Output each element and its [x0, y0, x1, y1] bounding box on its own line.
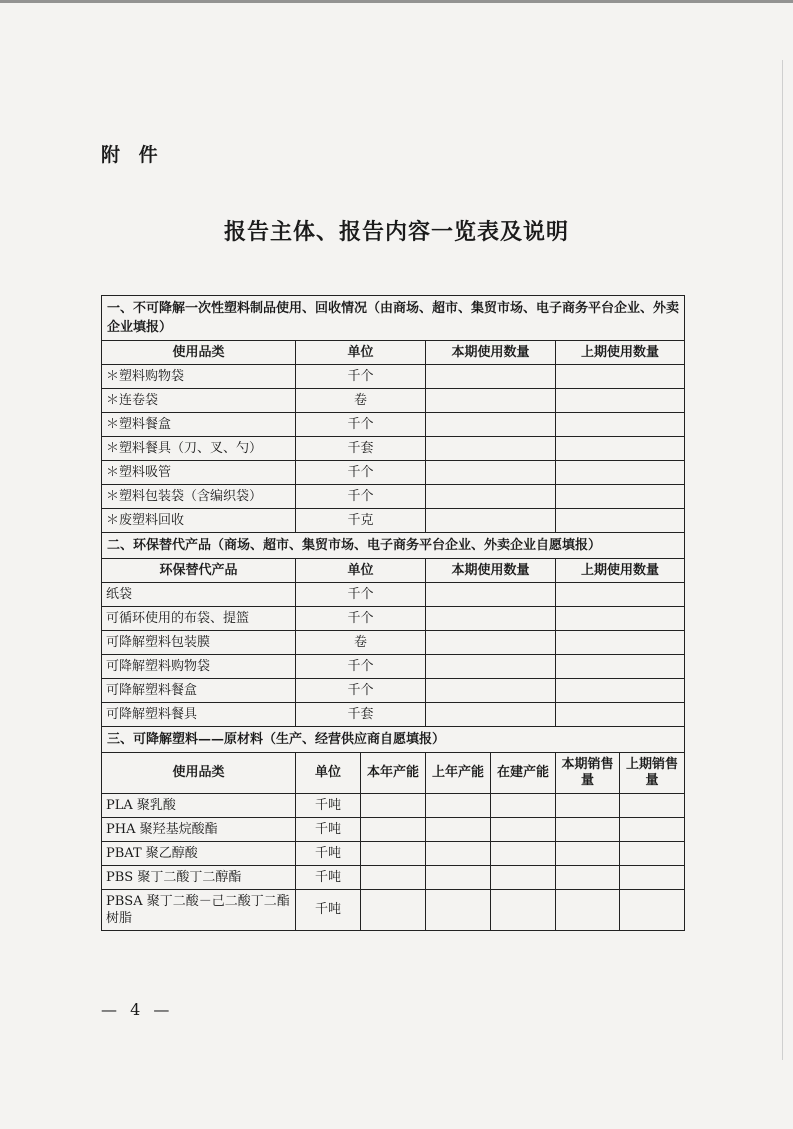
annex-label: 附 件 [101, 144, 164, 166]
item-name: PHA 聚羟基烷酸酯 [102, 818, 296, 842]
item-unit: 千个 [296, 655, 426, 679]
previous-qty-input[interactable] [556, 655, 685, 679]
item-name: 可循环使用的布袋、提篮 [102, 607, 296, 631]
column-header-previous-qty: 上期使用数量 [556, 559, 685, 583]
item-name: 可降解塑料包装膜 [102, 631, 296, 655]
table-row [102, 890, 685, 931]
item-name: ＊塑料购物袋 [102, 365, 296, 389]
page-title: 报告主体、报告内容一览表及说明 [223, 219, 569, 245]
capacity-last-year-input[interactable] [426, 890, 491, 931]
column-header-current-qty: 本期使用数量 [426, 341, 556, 365]
scan-right-edge [782, 60, 783, 1060]
table-row [102, 583, 685, 607]
item-name: PBSA 聚丁二酸－己二酸丁二酯树脂 [102, 890, 296, 931]
column-header-capacity-under-construction: 在建产能 [491, 753, 556, 794]
table-row [102, 365, 685, 389]
capacity-this-year-input[interactable] [361, 794, 426, 818]
sales-current-input[interactable] [556, 890, 620, 931]
current-qty-input[interactable] [426, 365, 556, 389]
current-qty-input[interactable] [426, 509, 556, 533]
section-heading-row [102, 533, 685, 559]
table-row [102, 607, 685, 631]
current-qty-input[interactable] [426, 461, 556, 485]
previous-qty-input[interactable] [556, 631, 685, 655]
previous-qty-input[interactable] [556, 413, 685, 437]
table-row [102, 818, 685, 842]
column-header-sales-previous: 上期销售量 [620, 753, 685, 794]
item-unit: 千克 [296, 509, 426, 533]
item-name: PLA 聚乳酸 [102, 794, 296, 818]
previous-qty-input[interactable] [556, 365, 685, 389]
capacity-under-construction-input[interactable] [491, 890, 556, 931]
capacity-last-year-input[interactable] [426, 842, 491, 866]
previous-qty-input[interactable] [556, 461, 685, 485]
current-qty-input[interactable] [426, 583, 556, 607]
item-unit: 千个 [296, 583, 426, 607]
item-unit: 千个 [296, 413, 426, 437]
item-unit: 千吨 [296, 818, 361, 842]
column-header-unit: 单位 [296, 559, 426, 583]
capacity-under-construction-input[interactable] [491, 842, 556, 866]
current-qty-input[interactable] [426, 703, 556, 727]
previous-qty-input[interactable] [556, 485, 685, 509]
capacity-under-construction-input[interactable] [491, 818, 556, 842]
table-row [102, 703, 685, 727]
previous-qty-input[interactable] [556, 703, 685, 727]
capacity-under-construction-input[interactable] [491, 794, 556, 818]
item-unit: 卷 [296, 631, 426, 655]
item-name: PBAT 聚乙醇酸 [102, 842, 296, 866]
section-heading-row [102, 727, 685, 753]
previous-qty-input[interactable] [556, 583, 685, 607]
item-unit: 千吨 [296, 794, 361, 818]
item-unit: 千吨 [296, 890, 361, 931]
table-row [102, 413, 685, 437]
item-unit: 千个 [296, 607, 426, 631]
capacity-this-year-input[interactable] [361, 818, 426, 842]
item-name: ＊废塑料回收 [102, 509, 296, 533]
capacity-last-year-input[interactable] [426, 794, 491, 818]
sales-current-input[interactable] [556, 842, 620, 866]
table-row [102, 866, 685, 890]
item-name: ＊塑料餐盒 [102, 413, 296, 437]
table-row [102, 389, 685, 413]
sales-previous-input[interactable] [620, 818, 685, 842]
sales-previous-input[interactable] [620, 842, 685, 866]
column-header-item: 环保替代产品 [102, 559, 296, 583]
section-heading: 一、不可降解一次性塑料制品使用、回收情况（由商场、超市、集贸市场、电子商务平台企业、外卖企业填报） [102, 296, 685, 341]
section-heading-row [102, 296, 685, 341]
item-unit: 千吨 [296, 866, 361, 890]
page-number: — 4 — [101, 1000, 174, 1019]
column-header-capacity-last-year: 上年产能 [426, 753, 491, 794]
column-header-item: 使用品类 [102, 341, 296, 365]
previous-qty-input[interactable] [556, 509, 685, 533]
capacity-under-construction-input[interactable] [491, 866, 556, 890]
sales-current-input[interactable] [556, 794, 620, 818]
item-name: 纸袋 [102, 583, 296, 607]
item-name: ＊塑料吸管 [102, 461, 296, 485]
sales-previous-input[interactable] [620, 890, 685, 931]
table-row [102, 631, 685, 655]
item-unit: 千吨 [296, 842, 361, 866]
current-qty-input[interactable] [426, 413, 556, 437]
item-name: PBS 聚丁二酸丁二醇酯 [102, 866, 296, 890]
sales-current-input[interactable] [556, 818, 620, 842]
current-qty-input[interactable] [426, 485, 556, 509]
item-name: ＊连卷袋 [102, 389, 296, 413]
table-row [102, 679, 685, 703]
table-row [102, 485, 685, 509]
section-heading: 二、环保替代产品（商场、超市、集贸市场、电子商务平台企业、外卖企业自愿填报） [102, 533, 685, 559]
report-table [101, 295, 685, 931]
capacity-this-year-input[interactable] [361, 842, 426, 866]
sales-previous-input[interactable] [620, 794, 685, 818]
header-row [102, 341, 685, 365]
capacity-this-year-input[interactable] [361, 866, 426, 890]
current-qty-input[interactable] [426, 607, 556, 631]
column-header-capacity-this-year: 本年产能 [361, 753, 426, 794]
previous-qty-input[interactable] [556, 607, 685, 631]
current-qty-input[interactable] [426, 655, 556, 679]
item-unit: 千个 [296, 365, 426, 389]
capacity-last-year-input[interactable] [426, 866, 491, 890]
item-unit: 卷 [296, 389, 426, 413]
table-row [102, 794, 685, 818]
previous-qty-input[interactable] [556, 679, 685, 703]
capacity-last-year-input[interactable] [426, 818, 491, 842]
scan-top-edge [0, 0, 793, 3]
sales-previous-input[interactable] [620, 866, 685, 890]
report-table-body [102, 296, 685, 931]
header-row [102, 753, 685, 794]
previous-qty-input[interactable] [556, 437, 685, 461]
header-row [102, 559, 685, 583]
current-qty-input[interactable] [426, 631, 556, 655]
section-heading: 三、可降解塑料——原材料（生产、经营供应商自愿填报） [102, 727, 685, 753]
table-row [102, 509, 685, 533]
item-name: 可降解塑料购物袋 [102, 655, 296, 679]
column-header-item: 使用品类 [102, 753, 296, 794]
item-unit: 千个 [296, 461, 426, 485]
item-name: 可降解塑料餐盒 [102, 679, 296, 703]
table-row [102, 842, 685, 866]
column-header-previous-qty: 上期使用数量 [556, 341, 685, 365]
column-header-unit: 单位 [296, 341, 426, 365]
item-unit: 千个 [296, 485, 426, 509]
item-name: ＊塑料餐具（刀、叉、勺） [102, 437, 296, 461]
item-unit: 千个 [296, 679, 426, 703]
table-row [102, 437, 685, 461]
item-unit: 千套 [296, 703, 426, 727]
item-name: 可降解塑料餐具 [102, 703, 296, 727]
column-header-current-qty: 本期使用数量 [426, 559, 556, 583]
sales-current-input[interactable] [556, 866, 620, 890]
current-qty-input[interactable] [426, 389, 556, 413]
item-unit: 千套 [296, 437, 426, 461]
table-row [102, 655, 685, 679]
current-qty-input[interactable] [426, 437, 556, 461]
column-header-sales-current: 本期销售量 [556, 753, 620, 794]
table-row [102, 461, 685, 485]
capacity-this-year-input[interactable] [361, 890, 426, 931]
current-qty-input[interactable] [426, 679, 556, 703]
item-name: ＊塑料包装袋（含编织袋） [102, 485, 296, 509]
column-header-unit: 单位 [296, 753, 361, 794]
previous-qty-input[interactable] [556, 389, 685, 413]
